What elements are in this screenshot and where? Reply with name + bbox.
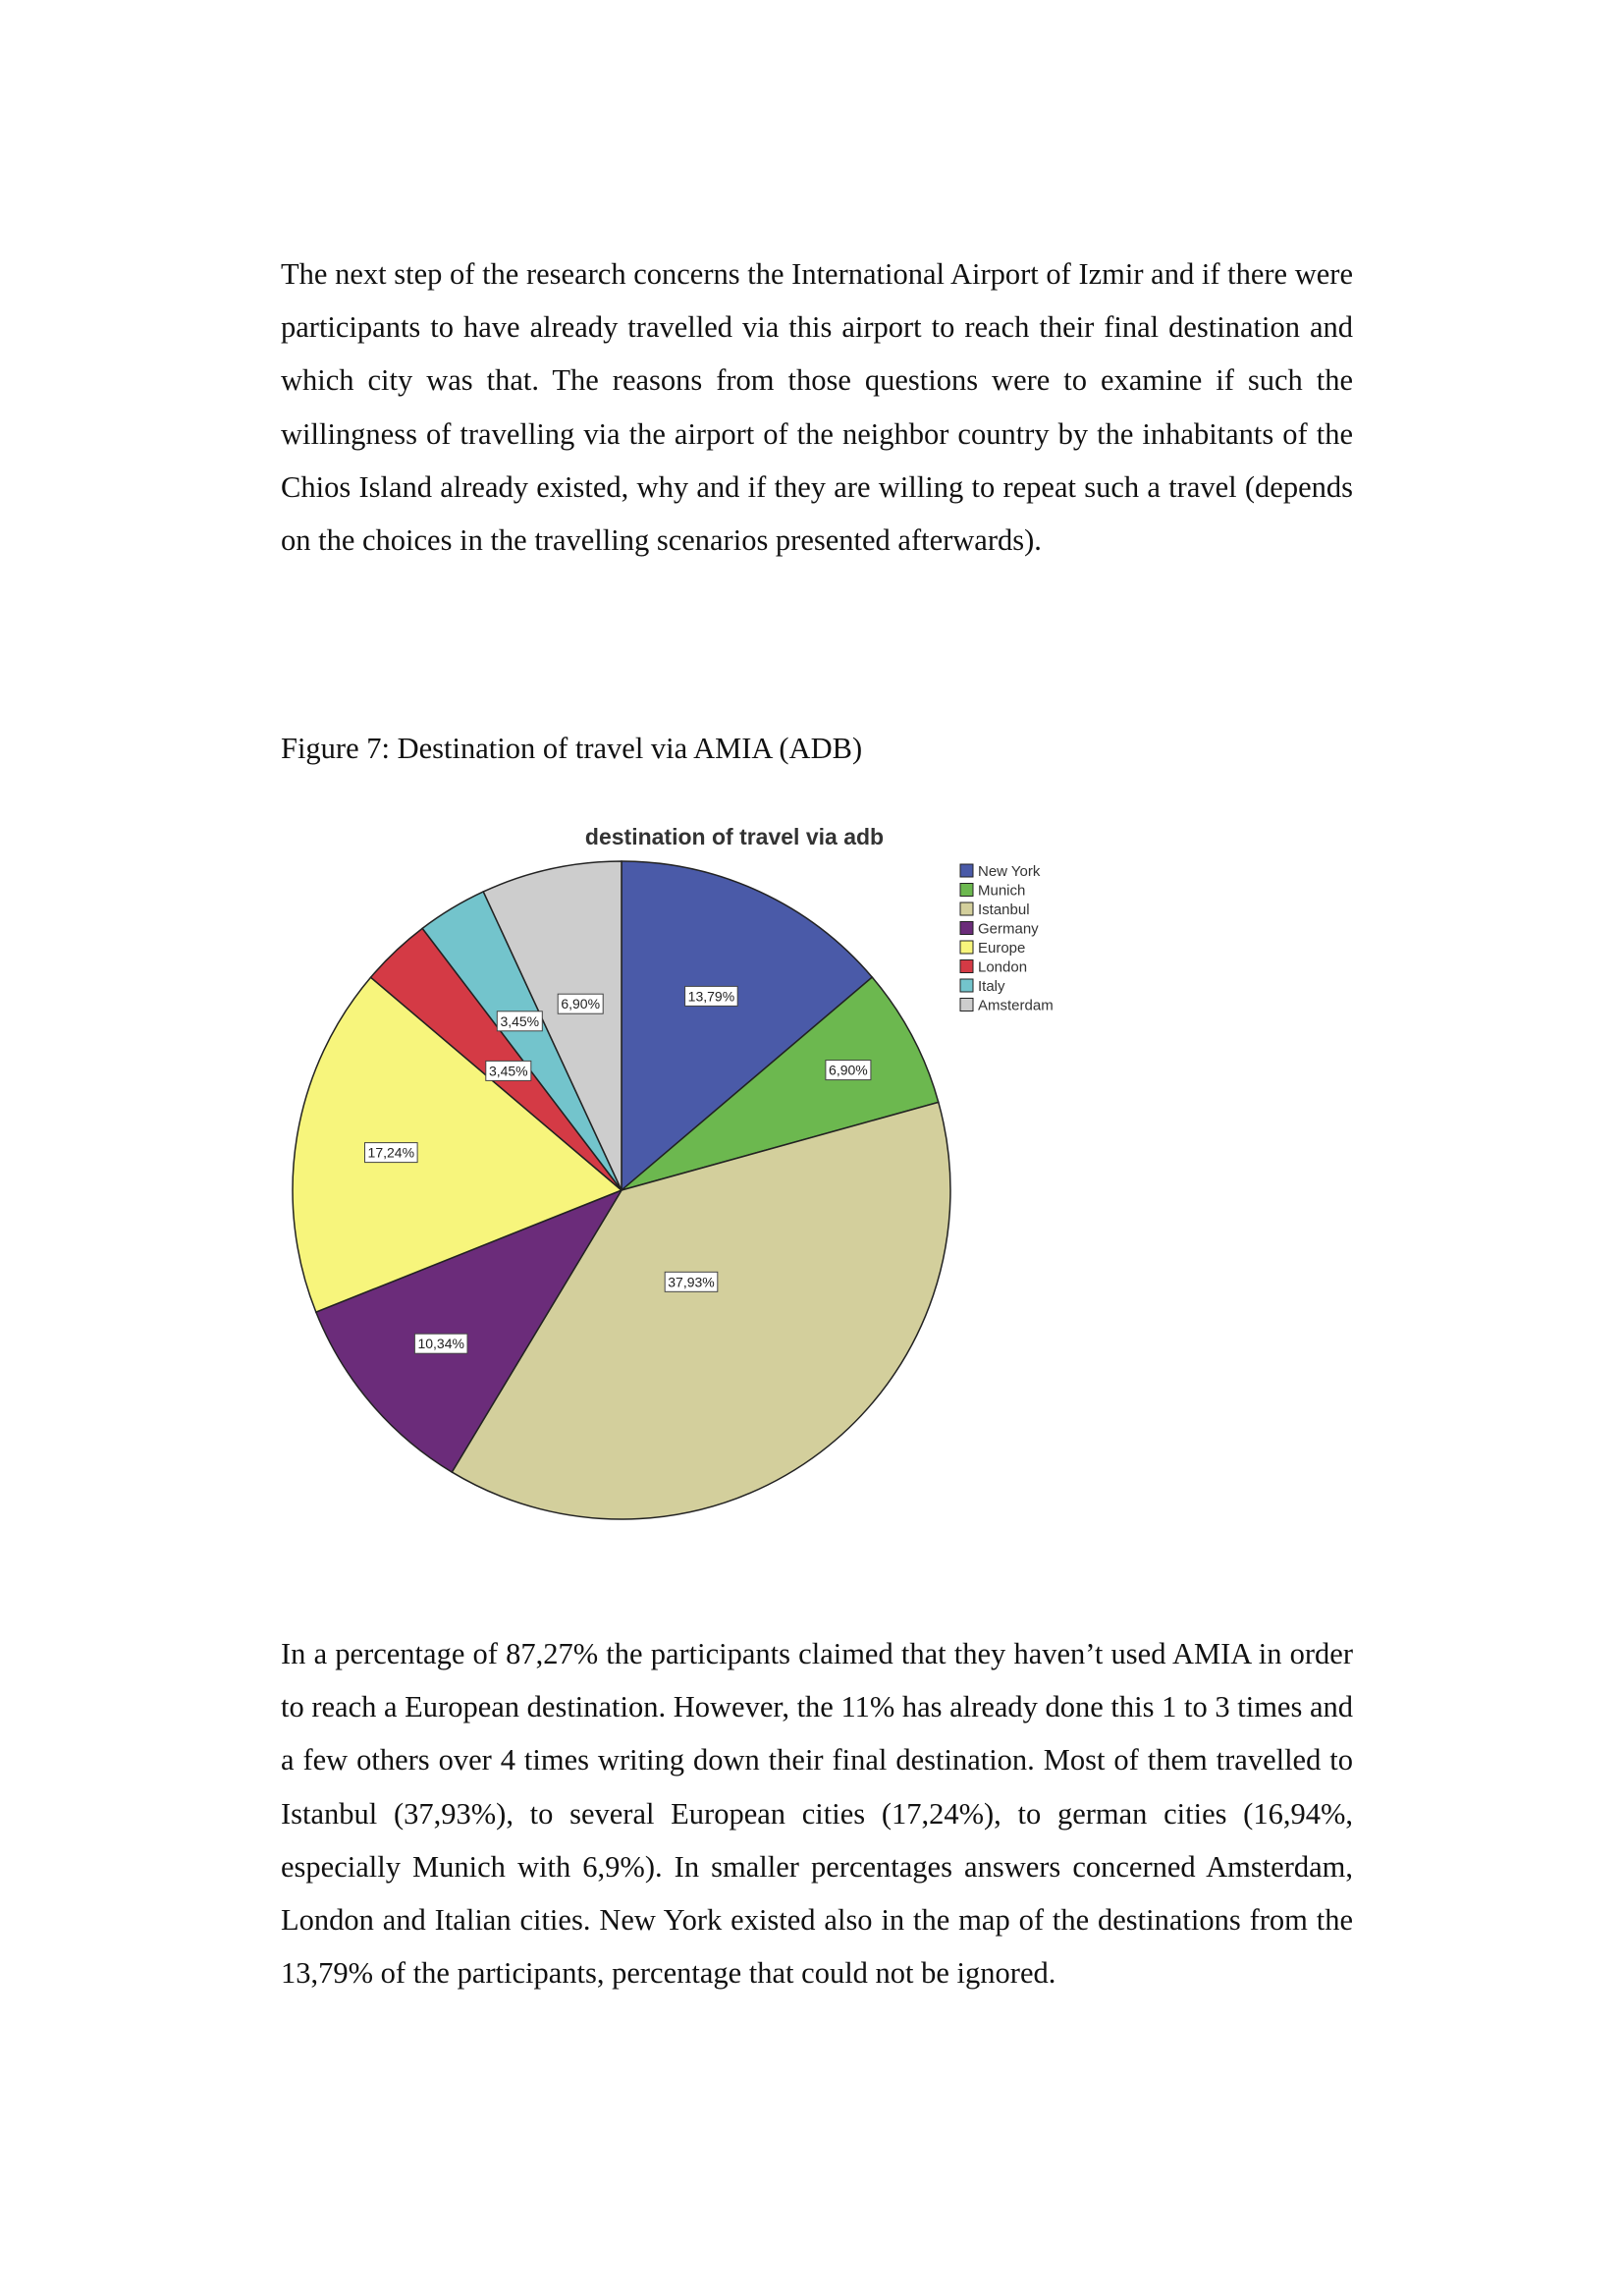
legend-item-new-york: [960, 863, 1041, 880]
legend-swatch: [960, 960, 973, 973]
legend-label: Europe: [978, 940, 1026, 957]
legend-item-germany: [960, 921, 1039, 938]
pie-label-amsterdam: [558, 994, 603, 1013]
legend-item-london: [960, 959, 1027, 976]
legend-swatch: [960, 884, 973, 897]
pie-label-text: 3,45%: [500, 1012, 540, 1029]
legend-label: Amsterdam: [978, 997, 1054, 1014]
legend-item-istanbul: [960, 902, 1030, 918]
legend-swatch: [960, 864, 973, 877]
pie-label-text: 13,79%: [687, 988, 735, 1005]
legend-swatch: [960, 999, 973, 1011]
legend-label: New York: [978, 863, 1041, 880]
legend-swatch: [960, 902, 973, 915]
pie-slices: [293, 861, 950, 1519]
chart-title: destination of travel via adb: [584, 824, 885, 849]
legend-swatch: [960, 941, 973, 954]
pie-label-germany: [414, 1334, 467, 1353]
pie-label-london: [486, 1061, 531, 1080]
legend-swatch: [960, 979, 973, 992]
chart-legend: [960, 863, 1054, 1014]
legend-label: London: [978, 958, 1028, 976]
pie-label-europe: [365, 1143, 418, 1163]
pie-label-text: 6,90%: [829, 1062, 868, 1078]
pie-label-text: 37,93%: [668, 1274, 715, 1290]
pie-label-text: 6,90%: [561, 996, 601, 1012]
pie-label-new-york: [685, 986, 738, 1006]
discussion-paragraph: In a percentage of 87,27% the participants claimed that they haven’t used AMIA in order to reach a European destination. However, the 11% has already done this 1 to 3 times and a few others over 4 times writing down their final destination. Most of them travelled to Istanbul (37,93%), to several European cities (17,24%), to german cities (16,94%, especially Munich with 6,9%). In smaller percentages answers concerned Amsterdam, London and Italian cities. New York existed also in the map of the destinations from the 13,79% of the participants, percentage that could not be ignored.: [281, 1637, 1353, 1991]
pie-label-text: 17,24%: [367, 1144, 415, 1161]
figure-caption: Figure 7: Destination of travel via AMIA (ADB): [281, 732, 863, 765]
intro-paragraph: The next step of the research concerns the International Airport of Izmir and if there were participants to have already travelled via this airport to reach their final destination and which city was that. The reasons from those questions were to examine if such the willingness of travelling via the airport of the neighbor country by the inhabitants of the Chios Island already existed, why and if they are willing to repeat such a travel (depends on the choices in the travelling scenarios presented afterwards).: [281, 257, 1353, 558]
legend-item-europe: [960, 940, 1025, 957]
legend-item-munich: [960, 883, 1025, 900]
pie-label-text: 10,34%: [417, 1336, 464, 1352]
pie-label-italy: [497, 1011, 542, 1031]
legend-swatch: [960, 922, 973, 935]
legend-label: Germany: [978, 920, 1039, 938]
pie-chart: [275, 815, 1080, 1581]
pie-label-munich: [826, 1061, 871, 1080]
pie-label-text: 3,45%: [488, 1063, 528, 1079]
pie-label-istanbul: [665, 1272, 718, 1291]
legend-item-italy: [960, 978, 1005, 995]
legend-label: Istanbul: [978, 902, 1030, 918]
legend-label: Munich: [978, 882, 1026, 900]
legend-item-amsterdam: [960, 998, 1054, 1014]
legend-label: Italy: [978, 978, 1005, 995]
